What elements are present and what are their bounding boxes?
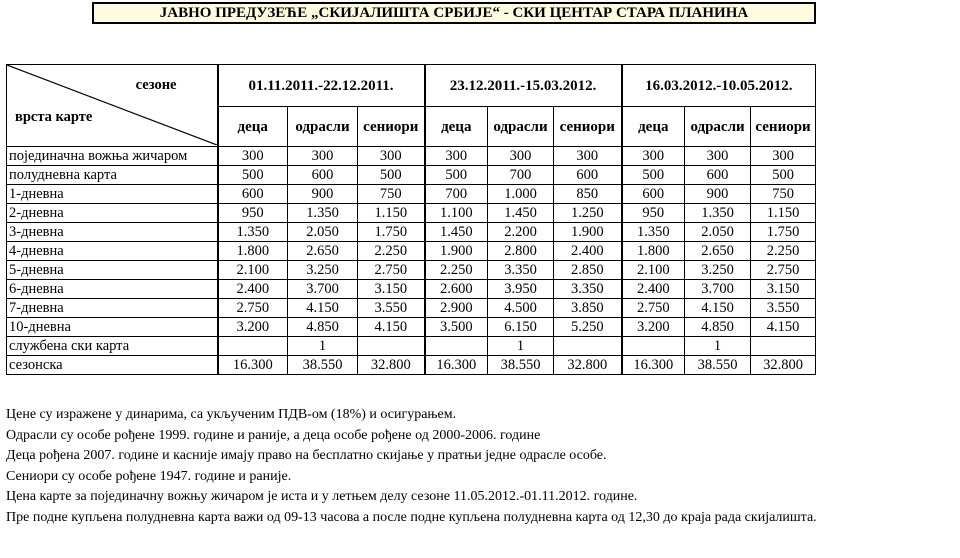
note-line: Сениори су особе рођене 1947. године и раније. [6, 468, 292, 484]
ticket-type-cell: 3-дневна [7, 223, 218, 242]
price-cell: 1.750 [751, 223, 816, 242]
price-cell [425, 337, 488, 356]
column-header-children: деца [622, 107, 685, 147]
price-cell: 600 [288, 166, 358, 185]
price-cell: 1.350 [288, 204, 358, 223]
price-cell: 3.550 [358, 299, 425, 318]
table-row [7, 147, 816, 166]
price-cell: 4.850 [685, 318, 751, 337]
corner-diagonal [7, 65, 217, 145]
price-cell: 500 [218, 166, 288, 185]
price-cell: 3.250 [288, 261, 358, 280]
price-cell: 3.500 [425, 318, 488, 337]
ticket-type-cell: 6-дневна [7, 280, 218, 299]
price-cell: 1.100 [425, 204, 488, 223]
price-cell: 1.800 [622, 242, 685, 261]
price-cell: 3.250 [685, 261, 751, 280]
price-cell: 32.800 [751, 356, 816, 375]
price-cell: 300 [622, 147, 685, 166]
price-cell: 4.150 [288, 299, 358, 318]
price-cell: 2.400 [218, 280, 288, 299]
column-header-seniors: сениори [554, 107, 622, 147]
table-row [7, 204, 816, 223]
price-cell: 300 [425, 147, 488, 166]
price-cell: 300 [288, 147, 358, 166]
price-cell: 4.150 [751, 318, 816, 337]
price-cell: 4.500 [488, 299, 554, 318]
price-cell: 2.100 [218, 261, 288, 280]
price-cell: 1.450 [425, 223, 488, 242]
price-cell: 2.250 [425, 261, 488, 280]
ticket-type-cell: 10-дневна [7, 318, 218, 337]
ticket-type-header-label: врста карте [15, 109, 93, 125]
ticket-type-cell: сезонска [7, 356, 218, 375]
ticket-type-cell: 5-дневна [7, 261, 218, 280]
price-cell: 2.250 [358, 242, 425, 261]
price-cell: 300 [685, 147, 751, 166]
table-row [7, 337, 816, 356]
price-cell: 3.700 [288, 280, 358, 299]
season-period-header: 01.11.2011.-22.12.2011. [218, 65, 425, 107]
price-table [6, 64, 816, 375]
season-period-header: 16.03.2012.-10.05.2012. [622, 65, 816, 107]
price-cell: 3.950 [488, 280, 554, 299]
price-cell: 3.700 [685, 280, 751, 299]
season-header-label: сезоне [135, 77, 177, 93]
price-cell: 2.750 [358, 261, 425, 280]
price-cell: 3.150 [358, 280, 425, 299]
price-cell: 700 [488, 166, 554, 185]
price-cell: 850 [554, 185, 622, 204]
price-cell: 3.150 [751, 280, 816, 299]
price-cell: 500 [622, 166, 685, 185]
price-cell: 1.450 [488, 204, 554, 223]
price-cell: 300 [488, 147, 554, 166]
price-cell: 950 [622, 204, 685, 223]
ticket-type-cell: 4-дневна [7, 242, 218, 261]
price-cell [751, 337, 816, 356]
table-row [7, 223, 816, 242]
price-cell: 3.200 [622, 318, 685, 337]
price-cell: 1.800 [218, 242, 288, 261]
price-cell: 500 [425, 166, 488, 185]
price-cell: 3.550 [751, 299, 816, 318]
price-cell: 1.000 [488, 185, 554, 204]
price-cell: 950 [218, 204, 288, 223]
price-cell: 1.900 [425, 242, 488, 261]
price-cell: 1.150 [358, 204, 425, 223]
price-cell: 2.050 [685, 223, 751, 242]
price-cell [554, 337, 622, 356]
price-cell: 1.350 [218, 223, 288, 242]
price-cell: 900 [685, 185, 751, 204]
ticket-type-cell: полудневна карта [7, 166, 218, 185]
price-cell: 4.850 [288, 318, 358, 337]
price-cell: 2.650 [288, 242, 358, 261]
note-line: Одрасли су особе рођене 1999. године и раније, а деца особе рођене од 2000-2006. године [6, 427, 541, 443]
ticket-type-cell: 2-дневна [7, 204, 218, 223]
note-line: Цена карте за појединачну вожњу жичаром је иста и у летњем делу сезоне 11.05.2012.-01.11.2012. године. [6, 489, 638, 504]
price-cell: 32.800 [358, 356, 425, 375]
price-cell: 600 [554, 166, 622, 185]
price-cell: 2.050 [288, 223, 358, 242]
price-cell: 3.350 [554, 280, 622, 299]
price-cell: 600 [622, 185, 685, 204]
price-cell: 700 [425, 185, 488, 204]
price-cell: 2.400 [554, 242, 622, 261]
price-cell: 900 [288, 185, 358, 204]
column-header-adults: одрасли [685, 107, 751, 147]
price-cell: 3.350 [488, 261, 554, 280]
price-cell: 2.850 [554, 261, 622, 280]
page-title: ЈАВНО ПРЕДУЗЕЋЕ „СКИЈАЛИШТА СРБИЈЕ“ - СКИ ЦЕНТАР СТАРА ПЛАНИНА [92, 2, 816, 24]
notes-section [6, 405, 817, 528]
price-cell: 6.150 [488, 318, 554, 337]
column-header-seniors: сениори [358, 107, 425, 147]
column-header-children: деца [425, 107, 488, 147]
price-cell: 38.550 [685, 356, 751, 375]
price-cell: 500 [751, 166, 816, 185]
price-cell: 1.750 [358, 223, 425, 242]
price-cell: 1.250 [554, 204, 622, 223]
price-cell: 38.550 [288, 356, 358, 375]
season-period-header: 23.12.2011.-15.03.2012. [425, 65, 622, 107]
price-cell: 600 [218, 185, 288, 204]
price-cell: 1 [685, 337, 751, 356]
price-cell: 38.550 [488, 356, 554, 375]
price-cell: 1.350 [685, 204, 751, 223]
price-cell: 4.150 [358, 318, 425, 337]
price-cell: 750 [358, 185, 425, 204]
price-cell: 2.750 [751, 261, 816, 280]
price-cell: 750 [751, 185, 816, 204]
price-cell: 3.200 [218, 318, 288, 337]
column-header-children: деца [218, 107, 288, 147]
ticket-type-cell: 1-дневна [7, 185, 218, 204]
price-cell: 300 [554, 147, 622, 166]
price-cell: 1 [488, 337, 554, 356]
note-line: Пре подне купљена полудневна карта важи од 09-13 часова а после подне купљена полудневна карта од 12,30 до краја рада скијалишта. [6, 509, 817, 525]
table-row [7, 185, 816, 204]
ticket-type-cell: појединачна вожња жичаром [7, 147, 218, 166]
column-header-adults: одрасли [488, 107, 554, 147]
table-corner [7, 65, 218, 147]
price-cell: 1 [288, 337, 358, 356]
price-cell: 4.150 [685, 299, 751, 318]
ticket-type-cell: 7-дневна [7, 299, 218, 318]
price-cell: 2.200 [488, 223, 554, 242]
table-row [7, 280, 816, 299]
price-cell: 32.800 [554, 356, 622, 375]
price-cell: 300 [751, 147, 816, 166]
price-cell: 5.250 [554, 318, 622, 337]
note-line: Цене су изражене у динарима, са укљученим ПДВ-ом (18%) и осигурањем. [6, 407, 457, 422]
price-cell [622, 337, 685, 356]
table-row [7, 299, 816, 318]
price-cell: 16.300 [425, 356, 488, 375]
price-cell: 600 [685, 166, 751, 185]
price-cell: 16.300 [622, 356, 685, 375]
table-row [7, 166, 816, 185]
table-row [7, 242, 816, 261]
price-cell [218, 337, 288, 356]
price-cell: 500 [358, 166, 425, 185]
price-cell: 2.100 [622, 261, 685, 280]
price-cell: 300 [218, 147, 288, 166]
price-cell: 2.750 [218, 299, 288, 318]
column-header-adults: одрасли [288, 107, 358, 147]
note-line: Деца рођена 2007. године и касније имају право на бесплатно скијање у пратњи једне одрасле особе. [6, 448, 607, 463]
price-cell: 2.250 [751, 242, 816, 261]
ticket-type-cell: службена ски карта [7, 337, 218, 356]
price-cell: 16.300 [218, 356, 288, 375]
price-cell: 1.900 [554, 223, 622, 242]
price-cell: 1.150 [751, 204, 816, 223]
price-cell: 2.600 [425, 280, 488, 299]
price-cell: 3.850 [554, 299, 622, 318]
table-row [7, 261, 816, 280]
price-cell: 300 [358, 147, 425, 166]
table-row [7, 318, 816, 337]
price-cell: 2.900 [425, 299, 488, 318]
price-cell: 2.650 [685, 242, 751, 261]
price-cell: 2.400 [622, 280, 685, 299]
column-header-seniors: сениори [751, 107, 816, 147]
price-cell: 2.750 [622, 299, 685, 318]
price-cell [358, 337, 425, 356]
price-cell: 2.800 [488, 242, 554, 261]
table-row [7, 356, 816, 375]
price-cell: 1.350 [622, 223, 685, 242]
